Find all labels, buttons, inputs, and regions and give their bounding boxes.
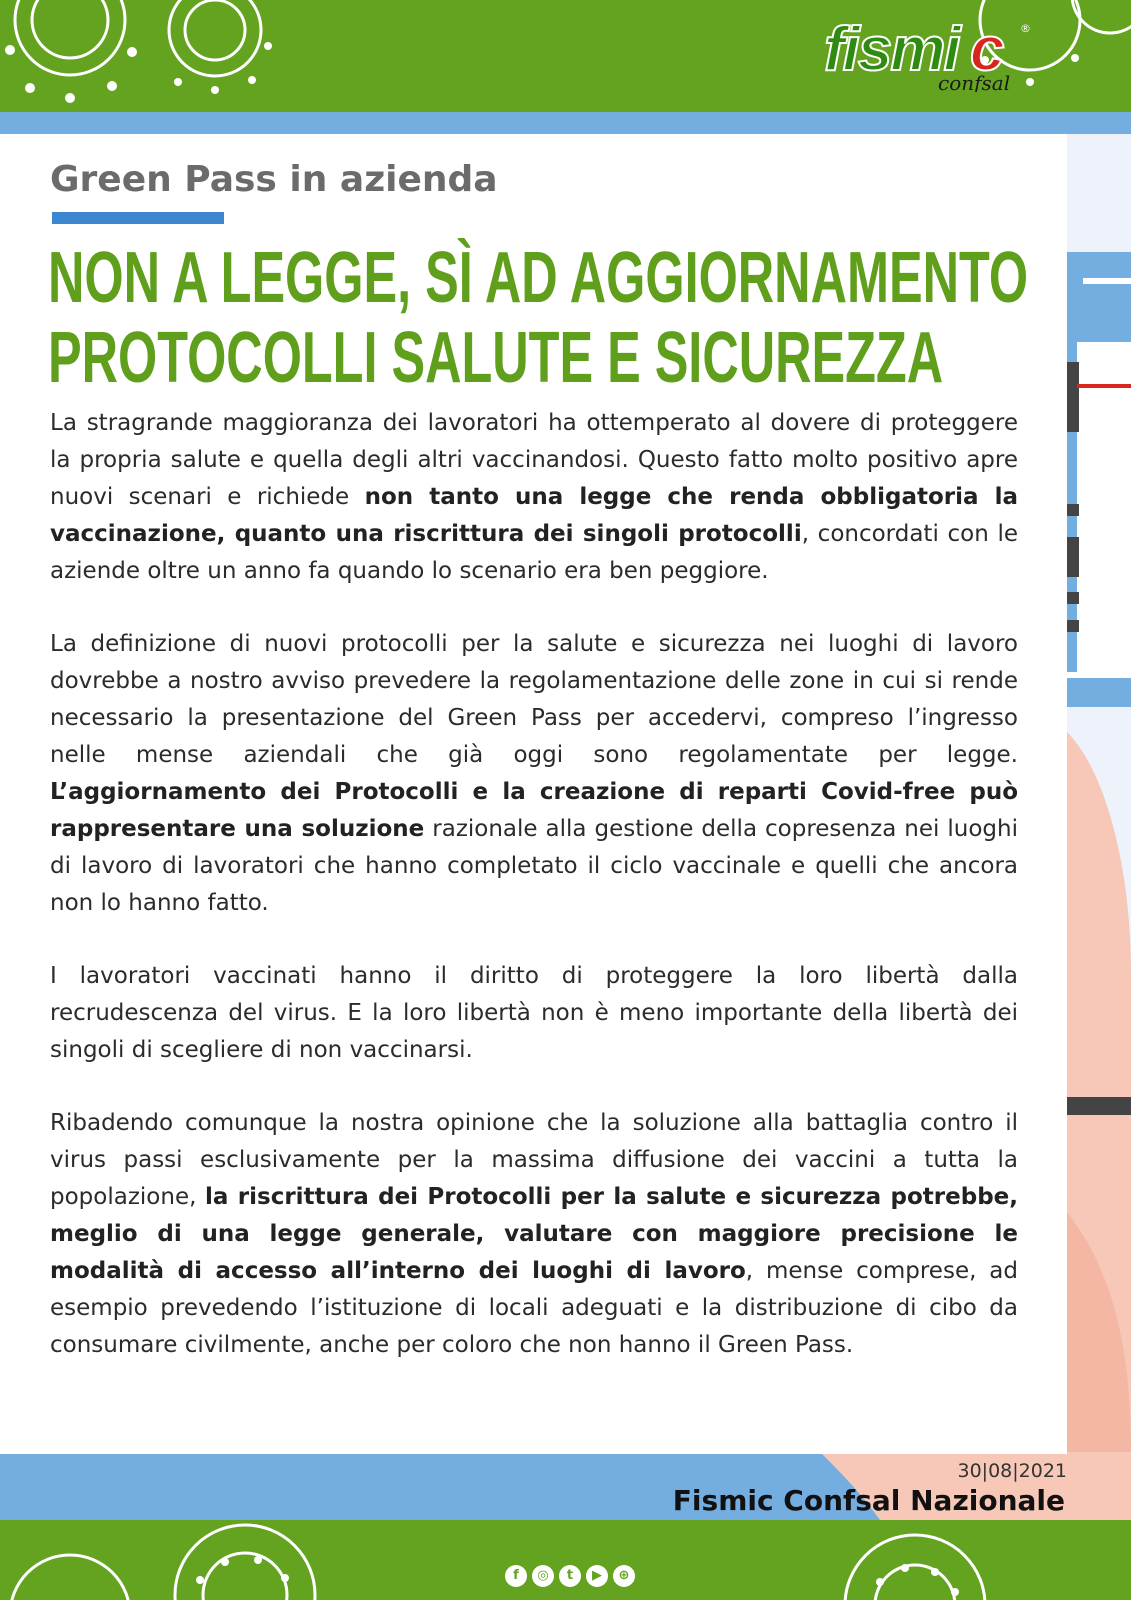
gear-decoration-icon [0, 1520, 1131, 1600]
instagram-icon[interactable]: ◎ [532, 1565, 554, 1587]
footer-green-band [0, 1520, 1131, 1600]
fismic-logo [820, 12, 1050, 96]
paragraph-text: , concordati con le aziende oltre un anno fa quando lo scenario era ben peggiore. [50, 521, 1018, 584]
dribbble-icon[interactable]: ⊕ [613, 1565, 635, 1587]
svg-text:confsal: confsal [938, 71, 1011, 92]
paragraph-text: Ribadendo comunque la nostra opinione che la soluzione alla battaglia contro il virus passi esclusivamente per la massima diffusione dei vaccini a tutta la popolazione, [50, 1110, 1018, 1210]
paragraph-emphasis: la riscrittura dei Protocolli per la salute e sicurezza potrebbe, meglio di una legge generale, valutare con maggiore precisione le modalità di accesso all’interno dei luoghi di lavoro [50, 1184, 1019, 1284]
paragraph-emphasis: non tanto una legge che renda obbligatoria la vaccinazione, quanto una riscrittura dei singoli protocolli [50, 484, 1018, 547]
social-links [505, 1565, 635, 1587]
twitter-icon[interactable]: t [559, 1565, 581, 1587]
paragraph-text: La definizione di nuovi protocolli per la salute e sicurezza nei luoghi di lavoro dovrebbe a nostro avviso prevedere la regolamentazione delle zone in cui si rende necessario la presentazione del Green Pass per accedervi, compreso l’ingresso nelle mense aziendali che già oggi sono regolamentate per legge. [50, 631, 1018, 768]
article-body [50, 405, 1018, 1400]
kicker-underline [52, 212, 224, 224]
right-decorative-panel [1067, 112, 1131, 1452]
svg-text:c: c [970, 15, 1005, 84]
signature: Fismic Confsal Nazionale [672, 1484, 1065, 1517]
paragraph-3: I lavoratori vaccinati hanno il diritto di proteggere la loro libertà dalla recrudescenza del virus. E la loro libertà non è meno importante della libertà dei singoli di scegliere di non vaccinarsi. [50, 963, 1018, 1063]
publication-date: 30|08|2021 [957, 1460, 1067, 1482]
article-headline [48, 238, 1029, 398]
paragraph-emphasis: L’aggiornamento dei Protocolli e la creazione di reparti Covid-free può rappresentare una soluzione [50, 779, 1018, 842]
headline-line-1: NON A LEGGE, SÌ AD AGGIORNAMENTO [48, 238, 1029, 318]
paragraph-2 [50, 626, 1018, 922]
paragraph-text: razionale alla gestione della copresenza nei luoghi di lavoro di lavoratori che hanno completato il ciclo vaccinale e quelli che ancora non lo hanno fatto. [50, 816, 1018, 916]
facebook-icon[interactable]: f [505, 1565, 527, 1587]
svg-text:®: ® [1020, 22, 1031, 35]
article-kicker: Green Pass in azienda [50, 159, 498, 200]
youtube-icon[interactable]: ▶ [586, 1565, 608, 1587]
paragraph-4 [50, 1105, 1018, 1364]
paragraph-1 [50, 405, 1018, 590]
headline-line-2: PROTOCOLLI SALUTE E SICUREZZA [48, 318, 944, 398]
paragraph-text: , mense comprese, ad esempio prevedendo l’istituzione di locali adeguati e la distribuzione di cibo da consumare civilmente, anche per coloro che non hanno il Green Pass. [50, 1258, 1018, 1358]
fismic-logo-icon [820, 12, 1050, 92]
paragraph-text: La stragrande maggioranza dei lavoratori ha ottemperato al dovere di proteggere la propria salute e quella degli altri vaccinandosi. Questo fatto molto positivo apre nuovi scenari e richiede [50, 410, 1018, 510]
svg-text:fismi: fismi [824, 15, 959, 84]
screen-decoration-icon [1067, 112, 1131, 1452]
blue-accent-strip [0, 112, 1131, 134]
